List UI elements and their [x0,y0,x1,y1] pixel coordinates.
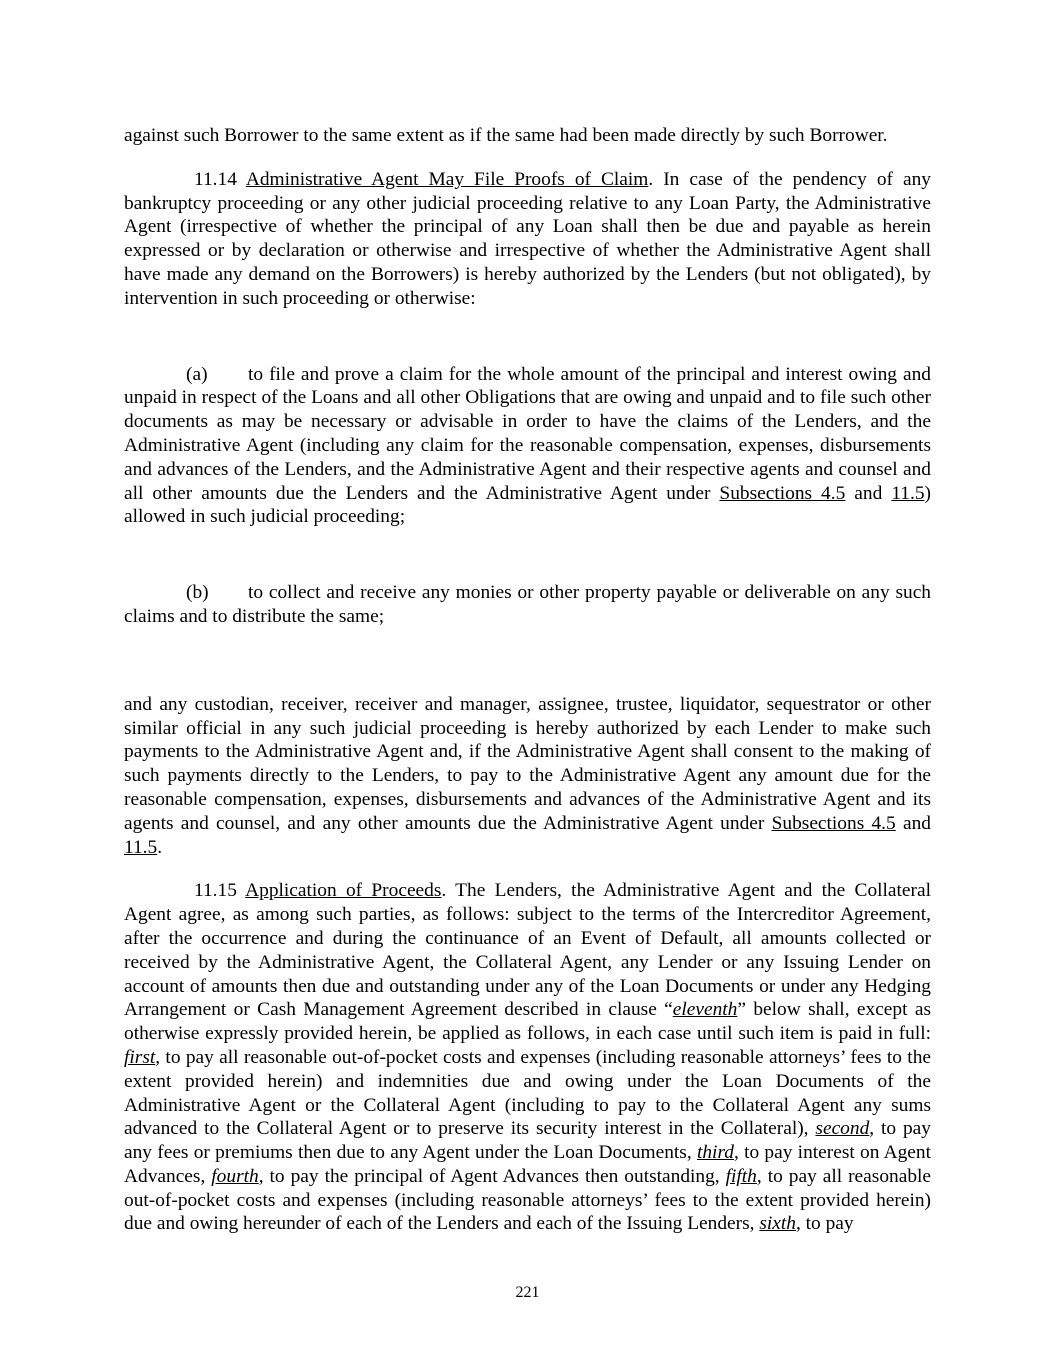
clause-text-end: ) allowed in such judicial proceeding; [124,482,931,528]
section-text: ” below shall, except as otherwise expressly provided herein, be applied as follows, in each case until such item is paid in full: [124,999,931,1045]
section-11-14 [124,168,931,311]
conjunction: and [845,482,892,504]
section-text: , to pay the principal of Agent Advances then outstanding, [258,1165,726,1187]
document-page [124,124,931,1236]
ordinal-term: fourth [211,1165,259,1187]
section-text: , to pay [795,1213,854,1235]
page-number: 221 [515,1284,540,1301]
clause-a [124,363,931,530]
conjunction: and [895,812,931,834]
paragraph-continuation: against such Borrower to the same extent as if the same had been made directly by such Borrower. [124,125,888,146]
ordinal-term: sixth [759,1213,796,1235]
section-heading: Administrative Agent May File Proofs of Claim [245,168,649,190]
clause-label: (b) [186,582,209,604]
section-text: , to pay any fees or premiums then due to any Agent under the Loan Documents, [124,1118,931,1164]
section-text: , to pay interest on Agent Advances, [124,1142,931,1187]
clause-text: to file and prove a claim for the whole amount of the principal and interest owing and unpaid in respect of the Loans and all other Obligations that are owing and unpaid and to file such other documents as may be necessary or advisable in order to have the claims of the Lenders, and the Administrative Agent (including any claim for the reasonable compensation, expenses, disbursements and advances of the Lenders, and the Administrative Agent and their respective agents and counsel and all other amounts due the Lenders and the Administrative Agent under [124,363,931,504]
section-number: 11.14 [194,168,237,190]
section-text: , to pay all reasonable out-of-pocket costs and expenses (including reasonable attorneys’ fees to the extent provided herein) and indemnities due and owing under the Loan Documents of the Administrative Agent or the Collateral Agent (including to pay to the Collateral Agent any sums advanced to the Collateral Agent or to preserve its security interest in the Collateral), [124,1046,931,1140]
section-text: . The Lenders, the Administrative Agent and the Collateral Agent agree, as among such parties, as follows: subject to the terms of the Intercreditor Agreement, after the occurrence and during the continuance of an Event of Default, all amounts collected or received by the Administrative Agent, the Collateral Agent, any Lender or any Issuing Lender on account of amounts then due and outstanding under any of the Loan Documents or under any Hedging Arrangement or Cash Management Agreement described in clause “ [124,880,931,1021]
clause-label: (a) [186,363,208,385]
section-heading: Application of Proceeds [245,880,442,902]
cross-reference: 11.5 [124,836,158,858]
section-text: , to pay all reasonable out-of-pocket costs and expenses (including reasonable attorneys’ fees to the extent provided herein) due and owing hereunder of each of the Lenders and each of the Issuing Lenders, [124,1165,932,1235]
paragraph-tail [124,693,931,860]
clause-text: to collect and receive any monies or other property payable or deliverable on any such claims and to distribute the same; [124,582,931,627]
clause-b [124,581,931,629]
ordinal-term: fifth [725,1165,757,1187]
ordinal-term: third [696,1142,734,1164]
cross-reference: 11.5 [891,482,925,504]
section-number: 11.15 [194,880,237,902]
cross-reference: Subsections 4.5 [771,812,896,834]
paragraph-text: and any custodian, receiver, receiver and manager, assignee, trustee, liquidator, sequestrator or other similar official in any such judicial proceeding is hereby authorized by each Lender to make such payments to the Administrative Agent and, if the Administrative Agent shall consent to the making of such payments directly to the Lenders, to pay to the Administrative Agent any amount due for the reasonable compensation, expenses, disbursements and advances of the Administrative Agent and its agents and counsel, and any other amounts due the Administrative Agent under [124,693,931,834]
ordinal-term: second [815,1118,870,1140]
cross-reference: Subsections 4.5 [719,482,846,504]
ordinal-term: eleventh [672,999,738,1021]
ordinal-term: first [124,1046,156,1068]
section-11-15 [124,879,931,1236]
section-body: . In case of the pendency of any bankruptcy proceeding or any other judicial proceeding relative to any Loan Party, the Administrative Agent (irrespective of whether the principal of any Loan shall then be due and payable as herein expressed or by declaration or otherwise and irrespective of whether the Administrative Agent shall have made any demand on the Borrowers) is hereby authorized by the Lenders (but not obligated), by intervention in such proceeding or otherwise: [124,168,932,309]
period: . [157,836,163,858]
